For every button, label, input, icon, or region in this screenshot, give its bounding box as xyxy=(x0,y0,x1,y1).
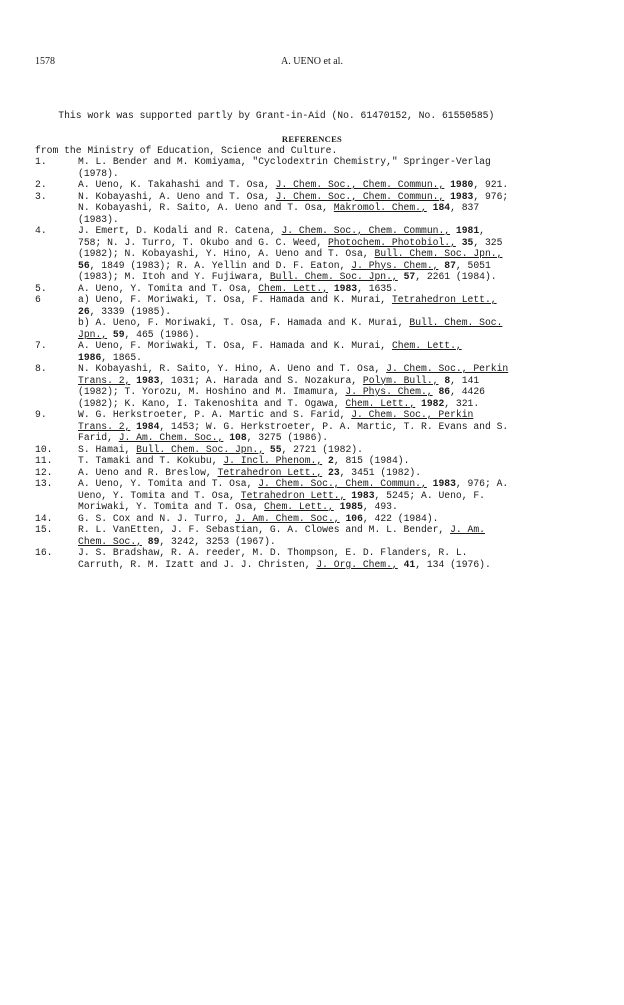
reference-text-segment: , 321. xyxy=(444,397,480,409)
reference-text-segment: , 1031; A. Harada and S. Nozakura, xyxy=(159,374,363,386)
reference-line xyxy=(78,260,624,272)
volume-number: 26 xyxy=(78,305,90,317)
reference-text-segment: b) A. Ueno, F. Moriwaki, T. Osa, F. Hamada and K. Murai, xyxy=(78,317,410,328)
journal-title: Trans. 2, xyxy=(78,374,131,386)
reference-number: 9. xyxy=(35,409,47,420)
reference-number: 4. xyxy=(35,225,47,236)
reference-line xyxy=(78,248,624,260)
reference-text-segment: A. Ueno and R. Breslow, xyxy=(78,466,218,478)
journal-title: Chem. Lett., xyxy=(345,397,416,409)
reference-text xyxy=(78,547,624,570)
journal-title: J. Incl. Phenom., xyxy=(223,455,323,466)
reference-item xyxy=(0,467,624,479)
reference-text-segment: , 976; xyxy=(473,190,509,202)
reference-line xyxy=(78,559,624,571)
journal-title: Photochem. Photobiol., xyxy=(327,236,456,248)
reference-text-segment: , 3339 (1985). xyxy=(89,305,172,317)
reference-text-segment: (1978). xyxy=(78,167,119,179)
reference-line xyxy=(78,191,624,203)
reference-line xyxy=(78,306,624,318)
reference-line xyxy=(78,156,624,168)
reference-number: 10. xyxy=(35,443,53,455)
reference-text-segment: A. Ueno, F. Moriwaki, T. Osa, F. Hamada and K. Murai, xyxy=(78,340,392,351)
reference-line xyxy=(78,202,624,214)
reference-line xyxy=(78,214,624,226)
reference-text-segment: (1982); K. Kano, I. Takenoshita and T. Ogawa, xyxy=(78,397,346,409)
volume-number: 1985 xyxy=(339,501,363,512)
volume-number: 106 xyxy=(345,512,363,524)
reference-text-segment: (1983); M. Itoh and Y. Fujiwara, xyxy=(78,271,270,282)
reference-item xyxy=(0,363,624,409)
reference-text-segment: , 141 xyxy=(450,374,480,386)
reference-text-segment: N. Kobayashi, R. Saito, A. Ueno and T. Osa, xyxy=(78,202,334,213)
reference-item xyxy=(0,294,624,340)
reference-text-segment: , 325 xyxy=(473,236,503,248)
reference-text xyxy=(78,444,624,456)
page-number: 1578 xyxy=(35,56,55,67)
reference-line xyxy=(78,294,624,306)
reference-line xyxy=(78,225,624,237)
volume-number: 1986 xyxy=(78,351,102,363)
reference-text xyxy=(78,179,624,191)
reference-line xyxy=(78,340,624,352)
journal-title: Tetrahedron Lett., xyxy=(240,489,346,501)
reference-text xyxy=(78,513,624,525)
journal-title: J. Chem. Soc., Perkin xyxy=(351,409,474,420)
reference-text-segment: , 837 xyxy=(450,202,480,213)
reference-line xyxy=(78,409,624,421)
reference-line xyxy=(78,237,624,249)
volume-number: 184 xyxy=(432,202,451,213)
journal-title: Polym. Bull., xyxy=(362,374,439,386)
reference-item xyxy=(0,547,624,570)
journal-title: J. Chem. Soc., Perkin xyxy=(386,363,509,374)
reference-number: 15. xyxy=(35,524,53,535)
reference-text-segment: , 1635. xyxy=(357,282,398,294)
reference-text-segment: Carruth, R. M. Izatt and J. J. Christen, xyxy=(78,558,317,570)
journal-title: Chem. Lett., xyxy=(391,340,462,351)
reference-text-segment: T. Tamaki and T. Kokubu, xyxy=(78,455,224,466)
reference-text-segment: , 5051 xyxy=(455,259,491,271)
reference-text-segment: 758; N. J. Turro, T. Okubo and G. C. Weed, xyxy=(78,236,328,248)
reference-text xyxy=(78,467,624,479)
reference-number: 13. xyxy=(35,478,53,489)
reference-line xyxy=(78,386,624,398)
journal-title: Bull. Chem. Soc. xyxy=(409,317,503,328)
reference-text-segment: , 493. xyxy=(362,501,398,512)
reference-text xyxy=(78,363,624,409)
reference-text xyxy=(78,455,624,467)
reference-text-segment: J. S. Bradshaw, R. A. reeder, M. D. Thompson, E. D. Flanders, R. L. xyxy=(78,547,468,558)
references-heading: REFERENCES xyxy=(281,134,343,144)
journal-title: J. Chem. Soc., Chem. Commun., xyxy=(258,478,427,489)
volume-number: 59 xyxy=(112,328,125,340)
volume-number: 41 xyxy=(403,558,416,570)
reference-line xyxy=(78,513,624,525)
reference-text xyxy=(78,294,624,340)
reference-line xyxy=(78,444,624,456)
reference-text-segment: , 1453; W. G. Herkstroeter, P. A. Martic, T. R. Evans and S. xyxy=(159,420,509,432)
acknowledgement-line: This work was supported partly by Grant-in-Aid (No. 61470152, No. 61550585) xyxy=(35,110,495,121)
reference-text-segment: , 465 (1986). xyxy=(124,328,201,340)
volume-number: 1983 xyxy=(333,282,358,294)
reference-line xyxy=(78,547,624,559)
reference-text-segment: , xyxy=(479,225,485,236)
reference-line xyxy=(78,467,624,479)
journal-title: J. Am. Chem. Soc., xyxy=(118,432,224,443)
reference-text xyxy=(78,524,624,547)
reference-text-segment: , 422 (1984). xyxy=(362,512,439,524)
reference-item xyxy=(0,179,624,191)
volume-number: 1980 xyxy=(450,179,474,190)
reference-line xyxy=(78,375,624,387)
volume-number: 2 xyxy=(328,455,334,466)
reference-number: 12. xyxy=(35,466,53,478)
reference-text xyxy=(78,409,624,444)
journal-title: Chem. Lett., xyxy=(264,501,334,512)
journal-title: Trans. 2, xyxy=(78,420,131,432)
journal-title: J. Chem. Soc., Chem. Commun., xyxy=(281,225,451,236)
acknowledgement-line: from the Ministry of Education, Science and Culture. xyxy=(35,144,338,156)
reference-line xyxy=(78,490,624,502)
reference-text-segment: a) Ueno, F. Moriwaki, T. Osa, F. Hamada and K. Murai, xyxy=(78,294,392,305)
reference-text-segment: , 815 (1984). xyxy=(333,455,410,466)
reference-text-segment: , 1849 (1983); R. A. Yellin and D. F. Eaton, xyxy=(89,259,352,271)
journal-title: Jpn., xyxy=(78,328,108,340)
volume-number: 1984 xyxy=(136,420,160,432)
reference-number: 8. xyxy=(35,363,47,374)
reference-text-segment: J. Emert, D. Kodali and R. Catena, xyxy=(78,225,282,236)
reference-line xyxy=(78,536,624,548)
journal-title: Chem. Soc., xyxy=(78,535,142,547)
reference-text xyxy=(78,156,624,179)
reference-text xyxy=(78,191,624,226)
volume-number: 1983 xyxy=(136,374,160,386)
reference-text-segment: , 3451 (1982). xyxy=(339,466,422,478)
reference-line xyxy=(78,271,624,283)
reference-text-segment: Ueno, Y. Tomita and T. Osa, xyxy=(78,489,241,501)
running-head: A. UENO et al. xyxy=(281,56,343,67)
volume-number: 86 xyxy=(438,386,451,397)
reference-text-segment: , 2261 (1984). xyxy=(415,271,497,282)
journal-title: Tetrahedron Lett., xyxy=(391,294,497,305)
reference-list xyxy=(0,156,624,570)
reference-number: 6 xyxy=(35,294,41,305)
reference-number: 2. xyxy=(35,179,47,190)
reference-text-segment: Farid, xyxy=(78,432,119,443)
journal-title: Tetrahedron Lett., xyxy=(217,466,323,478)
journal-title: Bull. Chem. Soc. Jpn., xyxy=(374,248,503,259)
reference-line xyxy=(78,478,624,490)
reference-text-segment: A. Ueno, Y. Tomita and T. Osa, xyxy=(78,478,259,489)
reference-text xyxy=(78,478,624,513)
volume-number: 1983 xyxy=(450,190,474,202)
journal-title: Bull. Chem. Soc. Jpn., xyxy=(269,271,398,282)
reference-text-segment: , 3275 (1986). xyxy=(246,432,329,443)
reference-item xyxy=(0,524,624,547)
volume-number: 1983 xyxy=(432,478,456,489)
reference-text-segment: , 2721 (1982). xyxy=(281,443,363,455)
volume-number: 89 xyxy=(147,535,160,547)
journal-title: Makromol. Chem., xyxy=(333,202,427,213)
journal-title: J. Chem. Soc., Chem. Commun., xyxy=(275,190,445,202)
reference-line xyxy=(78,179,624,191)
reference-text-segment: G. S. Cox and N. J. Turro, xyxy=(78,512,235,524)
reference-text xyxy=(78,283,624,295)
reference-text-segment: , 921. xyxy=(473,179,509,190)
volume-number: 1983 xyxy=(351,489,375,501)
reference-line xyxy=(78,501,624,513)
reference-number: 3. xyxy=(35,190,47,202)
reference-number: 5. xyxy=(35,282,47,294)
reference-line xyxy=(78,432,624,444)
reference-text xyxy=(78,340,624,363)
reference-text-segment: M. L. Bender and M. Komiyama, "Cyclodextrin Chemistry," Springer-Verlag xyxy=(78,156,491,167)
reference-text-segment: , 3242, 3253 (1967). xyxy=(159,535,276,547)
reference-line xyxy=(78,524,624,536)
reference-text-segment: A. Ueno, K. Takahashi and T. Osa, xyxy=(78,179,276,190)
journal-title: J. Chem. Soc., Chem. Commun., xyxy=(275,179,445,190)
reference-item xyxy=(0,409,624,444)
volume-number: 35 xyxy=(461,236,474,248)
journal-title: J. Phys. Chem., xyxy=(351,259,439,271)
reference-line xyxy=(78,455,624,467)
journal-title: J. Am. Chem. Soc., xyxy=(234,512,340,524)
reference-item xyxy=(0,191,624,226)
journal-title: J. Phys. Chem., xyxy=(345,386,433,397)
reference-text-segment: , 1865. xyxy=(101,351,142,363)
journal-title: Bull. Chem. Soc. Jpn., xyxy=(136,443,265,455)
reference-line xyxy=(78,421,624,433)
reference-text-segment: (1982); T. Yorozu, M. Hoshino and M. Imamura, xyxy=(78,386,346,397)
reference-item xyxy=(0,478,624,513)
reference-item xyxy=(0,283,624,295)
reference-text-segment: S. Hamai, xyxy=(78,443,137,455)
reference-text-segment: A. Ueno, Y. Tomita and T. Osa, xyxy=(78,282,259,294)
reference-line xyxy=(78,363,624,375)
reference-line xyxy=(78,283,624,295)
reference-line xyxy=(78,317,624,329)
reference-text-segment: , 5245; A. Ueno, F. xyxy=(374,489,485,501)
volume-number: 8 xyxy=(444,374,451,386)
volume-number: 56 xyxy=(78,259,90,271)
reference-line xyxy=(78,168,624,180)
reference-line xyxy=(78,329,624,341)
reference-text-segment: , 4426 xyxy=(450,386,485,397)
reference-line xyxy=(78,398,624,410)
reference-text-segment: Moriwaki, Y. Tomita and T. Osa, xyxy=(78,501,265,512)
reference-text-segment: (1982); N. Kobayashi, Y. Hino, A. Ueno and T. Osa, xyxy=(78,248,375,259)
reference-number: 11. xyxy=(35,455,53,466)
reference-text-segment: N. Kobayashi, R. Saito, Y. Hino, A. Ueno and T. Osa, xyxy=(78,363,387,374)
reference-item xyxy=(0,444,624,456)
volume-number: 1981 xyxy=(455,225,480,236)
volume-number: 1982 xyxy=(421,397,445,409)
reference-item xyxy=(0,156,624,179)
reference-text-segment: , 134 (1976). xyxy=(415,558,491,570)
reference-item xyxy=(0,340,624,363)
reference-text xyxy=(78,225,624,283)
reference-text-segment: , 976; A. xyxy=(455,478,509,489)
volume-number: 108 xyxy=(229,432,247,443)
reference-text-segment: (1983). xyxy=(78,213,119,225)
volume-number: 23 xyxy=(328,466,340,478)
reference-line xyxy=(78,352,624,364)
reference-item xyxy=(0,513,624,525)
journal-title: J. Org. Chem., xyxy=(316,558,398,570)
volume-number: 87 xyxy=(444,259,456,271)
reference-item xyxy=(0,225,624,283)
reference-number: 14. xyxy=(35,512,53,524)
reference-text-segment: N. Kobayashi, A. Ueno and T. Osa, xyxy=(78,190,276,202)
reference-number: 1. xyxy=(35,156,47,167)
journal-title: Chem. Lett., xyxy=(258,282,328,294)
reference-item xyxy=(0,455,624,467)
reference-number: 16. xyxy=(35,547,53,558)
reference-text-segment: R. L. VanEtten, J. F. Sebastian, G. A. Clowes and M. L. Bender, xyxy=(78,524,451,535)
volume-number: 55 xyxy=(269,443,282,455)
journal-title: J. Am. xyxy=(450,524,485,535)
volume-number: 57 xyxy=(403,271,416,282)
reference-text-segment: W. G. Herkstroeter, P. A. Martic and S. Farid, xyxy=(78,409,352,420)
reference-number: 7. xyxy=(35,340,47,351)
